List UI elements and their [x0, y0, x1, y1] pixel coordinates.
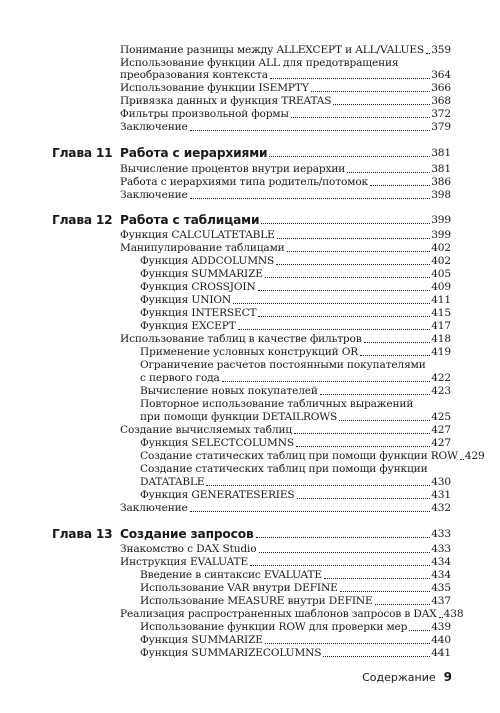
- entry-title: Вычисление процентов внутри иерархии: [120, 163, 346, 175]
- page-ref: 402: [431, 255, 451, 267]
- entry-title: Реализация распространенных шаблонов запросов в DAX: [120, 608, 437, 620]
- page-ref: 417: [431, 320, 451, 332]
- toc-entry[interactable]: [120, 108, 451, 121]
- toc-entry[interactable]: [140, 281, 451, 294]
- entry-title: Функция SUMMARIZECOLUMNS: [140, 647, 322, 659]
- toc-entry[interactable]: [120, 176, 451, 189]
- toc-entry[interactable]: [140, 294, 451, 307]
- entry-title: Заключение: [120, 502, 188, 514]
- dot-leader: [375, 604, 431, 605]
- page-ref: 411: [431, 294, 451, 306]
- entry-title: Понимание разницы между ALLEXCEPT и ALL/VALUES: [120, 44, 425, 56]
- entry-title: Функция CROSSJOIN: [140, 281, 256, 293]
- entry-title: Функция SUMMARIZE: [140, 634, 263, 646]
- dot-leader: [439, 617, 443, 618]
- chapter-entry[interactable]: [120, 528, 451, 541]
- page-ref: 439: [431, 621, 451, 633]
- page-ref: 386: [431, 176, 451, 188]
- entry-title: с первого года: [140, 372, 220, 384]
- dot-leader: [190, 130, 431, 131]
- entry-title: Применение условных конструкций OR: [140, 346, 359, 358]
- toc-entry[interactable]: [140, 437, 451, 450]
- toc-entry[interactable]: [120, 189, 451, 202]
- entry-title: Заключение: [120, 189, 188, 201]
- dot-leader: [297, 498, 431, 499]
- dot-leader: [265, 277, 430, 278]
- page-ref: 418: [431, 333, 451, 345]
- entry-title: при помощи функции DETAILROWS: [140, 411, 338, 423]
- dot-leader: [409, 630, 430, 631]
- toc-entry[interactable]: [120, 69, 451, 82]
- page-ref: 366: [431, 82, 451, 94]
- dot-leader: [269, 156, 430, 157]
- toc-entry[interactable]: [120, 424, 451, 437]
- toc-entry[interactable]: [140, 476, 451, 489]
- chapter-label: Глава 13: [52, 527, 113, 541]
- entry-title: Функция ADDCOLUMNS: [140, 255, 275, 267]
- page-number: 9: [443, 670, 452, 684]
- toc-entry[interactable]: [140, 569, 451, 582]
- dot-leader: [320, 394, 430, 395]
- dot-leader: [294, 433, 430, 434]
- dot-leader: [258, 316, 430, 317]
- dot-leader: [258, 290, 431, 291]
- toc-entry[interactable]: [120, 608, 464, 621]
- toc-entry-wrapped[interactable]: [140, 359, 451, 372]
- dot-leader: [333, 104, 430, 105]
- toc-entry-wrapped[interactable]: [140, 463, 451, 476]
- dot-leader: [311, 91, 431, 92]
- entry-title: Функция SELECTCOLUMNS: [140, 437, 294, 449]
- chapter-title: Создание запросов: [120, 527, 254, 541]
- dot-leader: [259, 552, 431, 553]
- entry-title: Повторное использование табличных выражений: [140, 398, 414, 410]
- entry-title: Привязка данных и функция TREATAS: [120, 95, 332, 107]
- page-ref: 372: [431, 108, 451, 120]
- page-ref: 422: [431, 372, 451, 384]
- page-ref: 434: [431, 569, 451, 581]
- toc-entry[interactable]: [140, 582, 451, 595]
- toc-entry[interactable]: [120, 95, 451, 108]
- page-ref: 381: [431, 147, 451, 159]
- entry-title: Введение в синтаксис EVALUATE: [140, 569, 322, 581]
- page-ref: 440: [431, 634, 451, 646]
- dot-leader: [426, 53, 430, 54]
- chapter-title: Работа с иерархиями: [120, 146, 268, 160]
- page-ref: 405: [431, 268, 451, 280]
- dot-leader: [460, 459, 464, 460]
- page-ref: 381: [431, 163, 451, 175]
- page-ref: 429: [464, 450, 485, 462]
- page-ref: 359: [431, 44, 451, 56]
- entry-title: Функция GENERATESERIES: [140, 489, 295, 501]
- entry-title: Использование таблиц в качестве фильтров: [120, 333, 362, 345]
- toc-entry[interactable]: [140, 385, 451, 398]
- entry-title: Инструкция EVALUATE: [120, 556, 249, 568]
- entry-title: Использование функции ROW для проверки мер: [140, 621, 408, 633]
- dot-leader: [324, 578, 430, 579]
- dot-leader: [364, 342, 431, 343]
- dot-leader: [287, 251, 431, 252]
- entry-title: Использование VAR внутри DEFINE: [140, 582, 338, 594]
- entry-title: Функция UNION: [140, 294, 232, 306]
- toc-entry[interactable]: [120, 242, 451, 255]
- toc-entry[interactable]: [140, 346, 451, 359]
- dot-leader: [233, 303, 430, 304]
- entry-title: Использование функции ISEMPTY: [120, 82, 309, 94]
- toc-entry[interactable]: [140, 320, 451, 333]
- page-ref: 398: [431, 189, 451, 201]
- toc-entry[interactable]: [140, 634, 451, 647]
- dot-leader: [339, 420, 430, 421]
- chapter-label: Глава 11: [52, 146, 113, 160]
- toc-entry[interactable]: [120, 502, 451, 515]
- entry-title: Заключение: [120, 121, 188, 133]
- dot-leader: [347, 172, 430, 173]
- entry-title: Манипулирование таблицами: [120, 242, 285, 254]
- entry-title: Работа с иерархиями типа родитель/потомок: [120, 176, 369, 188]
- page-ref: 425: [431, 411, 451, 423]
- page-ref: 368: [431, 95, 451, 107]
- dot-leader: [277, 238, 430, 239]
- page-ref: 434: [431, 556, 451, 568]
- dot-leader: [222, 381, 431, 382]
- dot-leader: [256, 537, 431, 538]
- page-ref: 438: [443, 608, 464, 620]
- toc-entry[interactable]: [140, 621, 451, 634]
- entry-title: Ограничение расчетов постоянными покупателями: [140, 359, 426, 371]
- entry-title: Создание статических таблиц при помощи функции ROW: [140, 450, 458, 462]
- page-ref: 399: [431, 214, 451, 226]
- toc-entry-wrapped[interactable]: [120, 57, 451, 70]
- page-ref: 409: [431, 281, 451, 293]
- page-ref: 402: [431, 242, 451, 254]
- page-ref: 430: [431, 476, 451, 488]
- dot-leader: [250, 565, 430, 566]
- dot-leader: [296, 446, 430, 447]
- page-footer: [362, 670, 452, 684]
- page-ref: 435: [431, 582, 451, 594]
- entry-title: Вычисление новых покупателей: [140, 385, 318, 397]
- entry-title: DATATABLE: [140, 476, 205, 488]
- toc-entry[interactable]: [120, 556, 451, 569]
- entry-title: Функция INTERSECT: [140, 307, 257, 319]
- entry-title: Использование функции ALL для предотвращения: [120, 57, 399, 69]
- dot-leader: [340, 591, 431, 592]
- page-ref: 437: [431, 595, 451, 607]
- toc-entry[interactable]: [120, 543, 451, 556]
- dot-leader: [291, 117, 430, 118]
- page-ref: 419: [431, 346, 451, 358]
- dot-leader: [265, 643, 430, 644]
- dot-leader: [190, 198, 431, 199]
- page-ref: 433: [431, 528, 451, 540]
- toc-entry[interactable]: [140, 411, 451, 424]
- toc-entry[interactable]: [140, 647, 451, 660]
- dot-leader: [206, 485, 430, 486]
- entry-title: Использование MEASURE внутри DEFINE: [140, 595, 373, 607]
- page-ref: 423: [431, 385, 451, 397]
- chapter-title: Работа с таблицами: [120, 213, 260, 227]
- footer-title: Содержание: [362, 671, 436, 684]
- toc-entry[interactable]: [140, 307, 451, 320]
- page-ref: 441: [431, 647, 451, 659]
- toc-entry[interactable]: [140, 268, 451, 281]
- toc-entry[interactable]: [140, 595, 451, 608]
- page-ref: 364: [431, 69, 451, 81]
- dot-leader: [190, 511, 431, 512]
- toc-entry-wrapped[interactable]: [140, 398, 451, 411]
- chapter-entry[interactable]: [120, 147, 451, 160]
- toc-entry[interactable]: [120, 82, 451, 95]
- toc-entry[interactable]: [120, 163, 451, 176]
- toc-entry[interactable]: [120, 121, 451, 134]
- page-ref: 399: [431, 229, 451, 241]
- entry-title: Функция CALCULATETABLE: [120, 229, 275, 241]
- toc-entry[interactable]: [120, 229, 451, 242]
- toc-entry[interactable]: [120, 44, 451, 57]
- dot-leader: [360, 355, 430, 356]
- dot-leader: [276, 264, 430, 265]
- chapter-entry[interactable]: [120, 214, 451, 227]
- entry-title: Функция SUMMARIZE: [140, 268, 263, 280]
- toc-entry[interactable]: [140, 255, 451, 268]
- page-ref: 415: [431, 307, 451, 319]
- page-ref: 431: [431, 489, 451, 501]
- entry-title: Создание статических таблиц при помощи функции: [140, 463, 428, 475]
- dot-leader: [323, 656, 430, 657]
- page-ref: 427: [431, 437, 451, 449]
- toc-entry[interactable]: [140, 489, 451, 502]
- toc-entry[interactable]: [120, 333, 451, 346]
- page-ref: 433: [431, 543, 451, 555]
- entry-title: Функция EXCEPT: [140, 320, 236, 332]
- entry-title: Создание вычисляемых таблиц: [120, 424, 293, 436]
- dot-leader: [261, 223, 430, 224]
- entry-title: Фильтры произвольной формы: [120, 108, 289, 120]
- dot-leader: [238, 329, 431, 330]
- dot-leader: [370, 185, 430, 186]
- toc-entry[interactable]: [140, 372, 451, 385]
- page-ref: 432: [431, 502, 451, 514]
- toc-entry[interactable]: [140, 450, 485, 463]
- entry-title: Знакомство с DAX Studio: [120, 543, 257, 555]
- dot-leader: [270, 78, 430, 79]
- page-ref: 427: [431, 424, 451, 436]
- page-ref: 379: [431, 121, 451, 133]
- entry-title: преобразования контекста: [120, 69, 268, 81]
- chapter-label: Глава 12: [52, 213, 113, 227]
